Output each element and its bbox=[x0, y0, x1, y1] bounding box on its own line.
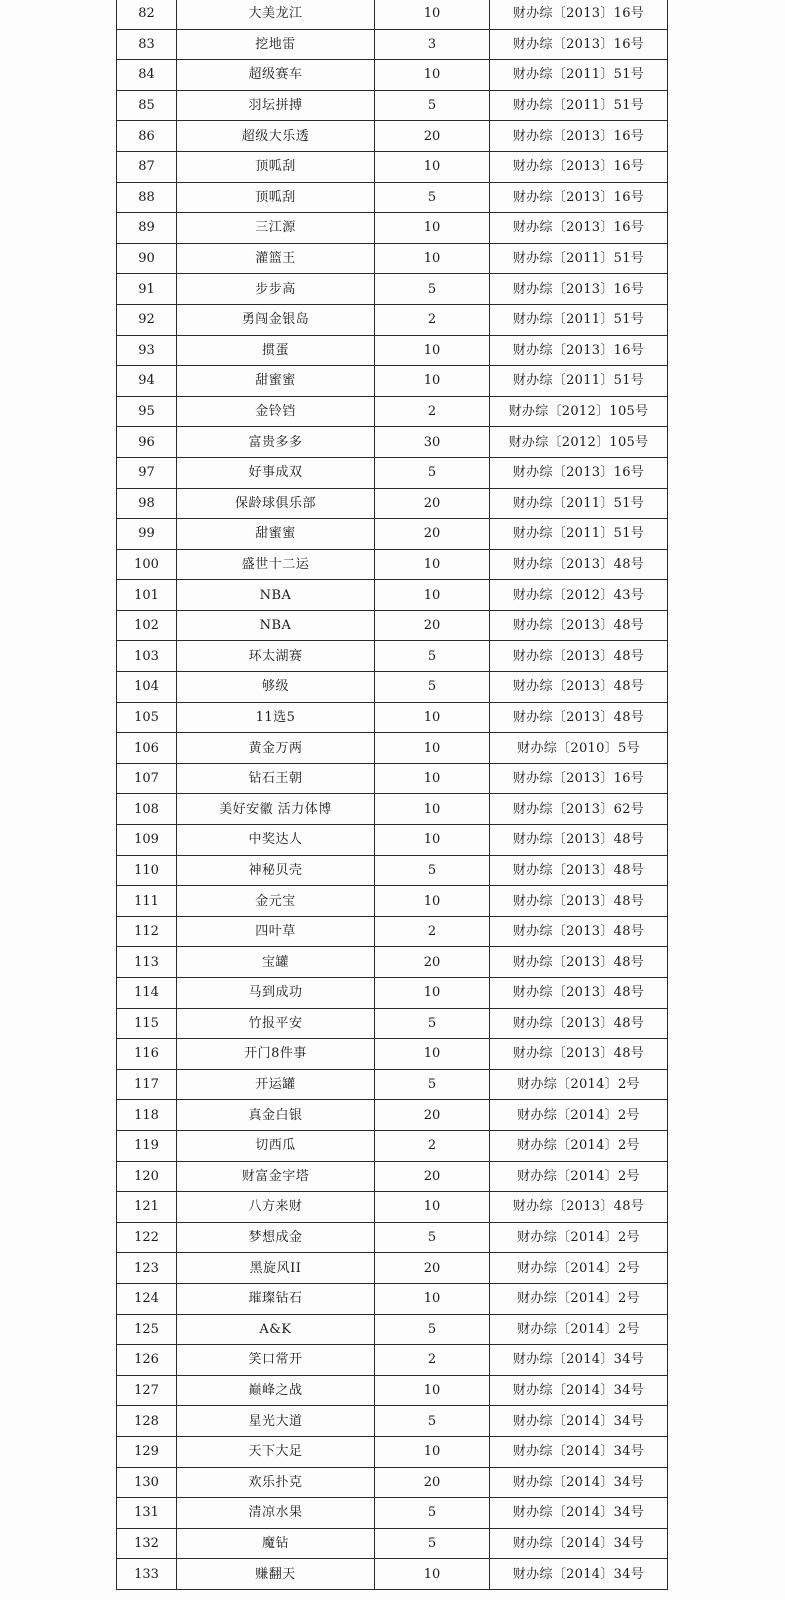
row-number-cell: 123 bbox=[117, 1253, 177, 1284]
table-row bbox=[117, 1375, 668, 1406]
table-row bbox=[117, 427, 668, 458]
approval-document-cell: 财办综〔2013〕16号 bbox=[490, 0, 668, 29]
ticket-price-cell: 10 bbox=[375, 60, 490, 91]
game-name-cell: 美好安徽 活力体博 bbox=[177, 794, 375, 825]
approval-document-cell: 财办综〔2013〕48号 bbox=[490, 978, 668, 1009]
approval-document-cell: 财办综〔2011〕51号 bbox=[490, 488, 668, 519]
table-row bbox=[117, 335, 668, 366]
game-name-cell: 羽坛拼搏 bbox=[177, 90, 375, 121]
table-row bbox=[117, 274, 668, 305]
row-number-cell: 126 bbox=[117, 1345, 177, 1376]
row-number-cell: 120 bbox=[117, 1161, 177, 1192]
game-name-cell: 顶呱刮 bbox=[177, 151, 375, 182]
approval-document-cell: 财办综〔2013〕48号 bbox=[490, 886, 668, 917]
game-name-cell: 中奖达人 bbox=[177, 825, 375, 856]
approval-document-cell: 财办综〔2013〕48号 bbox=[490, 1192, 668, 1223]
game-name-cell: 黑旋风II bbox=[177, 1253, 375, 1284]
game-name-cell: 挖地雷 bbox=[177, 29, 375, 60]
ticket-price-cell: 20 bbox=[375, 519, 490, 550]
approval-document-cell: 财办综〔2014〕34号 bbox=[490, 1406, 668, 1437]
row-number-cell: 103 bbox=[117, 641, 177, 672]
game-name-cell: 超级大乐透 bbox=[177, 121, 375, 152]
game-name-cell: 甜蜜蜜 bbox=[177, 519, 375, 550]
ticket-price-cell: 5 bbox=[375, 457, 490, 488]
game-name-cell: 笑口常开 bbox=[177, 1345, 375, 1376]
table-row bbox=[117, 60, 668, 91]
row-number-cell: 102 bbox=[117, 610, 177, 641]
approval-document-cell: 财办综〔2014〕2号 bbox=[490, 1253, 668, 1284]
row-number-cell: 114 bbox=[117, 978, 177, 1009]
table-row bbox=[117, 151, 668, 182]
table-row bbox=[117, 396, 668, 427]
approval-document-cell: 财办综〔2014〕34号 bbox=[490, 1467, 668, 1498]
approval-document-cell: 财办综〔2013〕16号 bbox=[490, 29, 668, 60]
ticket-price-cell: 5 bbox=[375, 1528, 490, 1559]
ticket-price-cell: 10 bbox=[375, 978, 490, 1009]
approval-document-cell: 财办综〔2012〕43号 bbox=[490, 580, 668, 611]
approval-document-cell: 财办综〔2013〕48号 bbox=[490, 916, 668, 947]
ticket-price-cell: 10 bbox=[375, 1436, 490, 1467]
row-number-cell: 83 bbox=[117, 29, 177, 60]
table-row bbox=[117, 1222, 668, 1253]
table-row bbox=[117, 488, 668, 519]
game-name-cell: 财富金字塔 bbox=[177, 1161, 375, 1192]
approval-document-cell: 财办综〔2013〕16号 bbox=[490, 121, 668, 152]
row-number-cell: 109 bbox=[117, 825, 177, 856]
table-row bbox=[117, 886, 668, 917]
game-name-cell: 开门8件事 bbox=[177, 1039, 375, 1070]
game-name-cell: 梦想成金 bbox=[177, 1222, 375, 1253]
ticket-price-cell: 10 bbox=[375, 794, 490, 825]
row-number-cell: 124 bbox=[117, 1283, 177, 1314]
row-number-cell: 130 bbox=[117, 1467, 177, 1498]
ticket-price-cell: 10 bbox=[375, 886, 490, 917]
row-number-cell: 85 bbox=[117, 90, 177, 121]
approval-document-cell: 财办综〔2013〕16号 bbox=[490, 763, 668, 794]
row-number-cell: 119 bbox=[117, 1130, 177, 1161]
row-number-cell: 98 bbox=[117, 488, 177, 519]
game-name-cell: 富贵多多 bbox=[177, 427, 375, 458]
game-name-cell: 八方来财 bbox=[177, 1192, 375, 1223]
row-number-cell: 128 bbox=[117, 1406, 177, 1437]
row-number-cell: 122 bbox=[117, 1222, 177, 1253]
ticket-price-cell: 20 bbox=[375, 121, 490, 152]
table-row bbox=[117, 1283, 668, 1314]
game-name-cell: 马到成功 bbox=[177, 978, 375, 1009]
row-number-cell: 129 bbox=[117, 1436, 177, 1467]
ticket-price-cell: 10 bbox=[375, 1559, 490, 1590]
game-name-cell: 欢乐扑克 bbox=[177, 1467, 375, 1498]
game-name-cell: 步步高 bbox=[177, 274, 375, 305]
table-row bbox=[117, 90, 668, 121]
table-row bbox=[117, 855, 668, 886]
approval-document-cell: 财办综〔2011〕51号 bbox=[490, 90, 668, 121]
approval-document-cell: 财办综〔2010〕5号 bbox=[490, 733, 668, 764]
approval-document-cell: 财办综〔2013〕48号 bbox=[490, 610, 668, 641]
game-name-cell: 星光大道 bbox=[177, 1406, 375, 1437]
table-row bbox=[117, 580, 668, 611]
ticket-price-cell: 2 bbox=[375, 1345, 490, 1376]
row-number-cell: 116 bbox=[117, 1039, 177, 1070]
table-row bbox=[117, 1559, 668, 1590]
game-name-cell: 11选5 bbox=[177, 702, 375, 733]
row-number-cell: 95 bbox=[117, 396, 177, 427]
approval-document-cell: 财办综〔2012〕105号 bbox=[490, 396, 668, 427]
ticket-price-cell: 2 bbox=[375, 304, 490, 335]
table-row bbox=[117, 1192, 668, 1223]
row-number-cell: 91 bbox=[117, 274, 177, 305]
approval-document-cell: 财办综〔2013〕48号 bbox=[490, 1039, 668, 1070]
approval-document-cell: 财办综〔2014〕2号 bbox=[490, 1100, 668, 1131]
table-row bbox=[117, 1345, 668, 1376]
table-row bbox=[117, 1253, 668, 1284]
ticket-price-cell: 5 bbox=[375, 274, 490, 305]
ticket-price-cell: 5 bbox=[375, 672, 490, 703]
game-name-cell: 赚翻天 bbox=[177, 1559, 375, 1590]
table-row bbox=[117, 549, 668, 580]
row-number-cell: 118 bbox=[117, 1100, 177, 1131]
ticket-price-cell: 10 bbox=[375, 243, 490, 274]
approval-document-cell: 财办综〔2014〕2号 bbox=[490, 1069, 668, 1100]
game-name-cell: 掼蛋 bbox=[177, 335, 375, 366]
ticket-price-cell: 20 bbox=[375, 1467, 490, 1498]
ticket-price-cell: 5 bbox=[375, 1008, 490, 1039]
ticket-price-cell: 5 bbox=[375, 1069, 490, 1100]
table-row bbox=[117, 1008, 668, 1039]
table-row bbox=[117, 794, 668, 825]
table-row bbox=[117, 947, 668, 978]
ticket-price-cell: 10 bbox=[375, 733, 490, 764]
row-number-cell: 92 bbox=[117, 304, 177, 335]
row-number-cell: 108 bbox=[117, 794, 177, 825]
game-name-cell: 甜蜜蜜 bbox=[177, 366, 375, 397]
ticket-price-cell: 5 bbox=[375, 1406, 490, 1437]
ticket-price-cell: 5 bbox=[375, 90, 490, 121]
row-number-cell: 115 bbox=[117, 1008, 177, 1039]
approval-document-cell: 财办综〔2013〕48号 bbox=[490, 702, 668, 733]
game-name-cell: 神秘贝壳 bbox=[177, 855, 375, 886]
approval-document-cell: 财办综〔2011〕51号 bbox=[490, 366, 668, 397]
game-name-cell: 金铃铛 bbox=[177, 396, 375, 427]
table-row bbox=[117, 978, 668, 1009]
row-number-cell: 97 bbox=[117, 457, 177, 488]
ticket-price-cell: 5 bbox=[375, 641, 490, 672]
table-row bbox=[117, 1039, 668, 1070]
approval-document-cell: 财办综〔2013〕48号 bbox=[490, 855, 668, 886]
game-name-cell: 清凉水果 bbox=[177, 1498, 375, 1529]
ticket-price-cell: 2 bbox=[375, 1130, 490, 1161]
row-number-cell: 111 bbox=[117, 886, 177, 917]
game-name-cell: 三江源 bbox=[177, 213, 375, 244]
table-row bbox=[117, 702, 668, 733]
approval-document-cell: 财办综〔2013〕48号 bbox=[490, 947, 668, 978]
ticket-price-cell: 5 bbox=[375, 1498, 490, 1529]
ticket-price-cell: 5 bbox=[375, 855, 490, 886]
approval-document-cell: 财办综〔2013〕48号 bbox=[490, 825, 668, 856]
game-name-cell: 开运罐 bbox=[177, 1069, 375, 1100]
table-body bbox=[117, 0, 668, 1589]
approval-document-cell: 财办综〔2014〕34号 bbox=[490, 1345, 668, 1376]
ticket-price-cell: 10 bbox=[375, 366, 490, 397]
game-name-cell: 钻石王朝 bbox=[177, 763, 375, 794]
table-row bbox=[117, 1100, 668, 1131]
row-number-cell: 100 bbox=[117, 549, 177, 580]
approval-document-cell: 财办综〔2014〕2号 bbox=[490, 1222, 668, 1253]
ticket-price-cell: 10 bbox=[375, 549, 490, 580]
approval-document-cell: 财办综〔2013〕48号 bbox=[490, 549, 668, 580]
ticket-price-cell: 10 bbox=[375, 1192, 490, 1223]
game-name-cell: 盛世十二运 bbox=[177, 549, 375, 580]
ticket-price-cell: 10 bbox=[375, 151, 490, 182]
game-name-cell: A&K bbox=[177, 1314, 375, 1345]
table-row bbox=[117, 733, 668, 764]
approval-document-cell: 财办综〔2013〕16号 bbox=[490, 151, 668, 182]
ticket-price-cell: 10 bbox=[375, 580, 490, 611]
table-row bbox=[117, 304, 668, 335]
game-name-cell: NBA bbox=[177, 580, 375, 611]
approval-document-cell: 财办综〔2014〕2号 bbox=[490, 1314, 668, 1345]
approval-document-cell: 财办综〔2013〕48号 bbox=[490, 641, 668, 672]
table-row bbox=[117, 1467, 668, 1498]
ticket-price-cell: 3 bbox=[375, 29, 490, 60]
ticket-price-cell: 10 bbox=[375, 1039, 490, 1070]
table-row bbox=[117, 1130, 668, 1161]
row-number-cell: 117 bbox=[117, 1069, 177, 1100]
row-number-cell: 121 bbox=[117, 1192, 177, 1223]
game-name-cell: 好事成双 bbox=[177, 457, 375, 488]
ticket-price-cell: 20 bbox=[375, 488, 490, 519]
approval-document-cell: 财办综〔2013〕48号 bbox=[490, 1008, 668, 1039]
row-number-cell: 90 bbox=[117, 243, 177, 274]
game-name-cell: 巅峰之战 bbox=[177, 1375, 375, 1406]
row-number-cell: 106 bbox=[117, 733, 177, 764]
game-name-cell: NBA bbox=[177, 610, 375, 641]
table-row bbox=[117, 519, 668, 550]
row-number-cell: 96 bbox=[117, 427, 177, 458]
game-name-cell: 环太湖赛 bbox=[177, 641, 375, 672]
ticket-price-cell: 30 bbox=[375, 427, 490, 458]
table-row bbox=[117, 916, 668, 947]
ticket-price-cell: 20 bbox=[375, 1100, 490, 1131]
ticket-price-cell: 20 bbox=[375, 610, 490, 641]
approval-document-cell: 财办综〔2013〕16号 bbox=[490, 182, 668, 213]
approval-document-cell: 财办综〔2014〕2号 bbox=[490, 1283, 668, 1314]
row-number-cell: 127 bbox=[117, 1375, 177, 1406]
game-name-cell: 宝罐 bbox=[177, 947, 375, 978]
approval-document-cell: 财办综〔2014〕2号 bbox=[490, 1161, 668, 1192]
approval-document-cell: 财办综〔2012〕105号 bbox=[490, 427, 668, 458]
table-row bbox=[117, 366, 668, 397]
approval-document-cell: 财办综〔2013〕16号 bbox=[490, 213, 668, 244]
row-number-cell: 101 bbox=[117, 580, 177, 611]
row-number-cell: 93 bbox=[117, 335, 177, 366]
row-number-cell: 94 bbox=[117, 366, 177, 397]
table-row bbox=[117, 213, 668, 244]
game-name-cell: 灌篮王 bbox=[177, 243, 375, 274]
table-row bbox=[117, 672, 668, 703]
row-number-cell: 89 bbox=[117, 213, 177, 244]
table-row bbox=[117, 610, 668, 641]
game-name-cell: 勇闯金银岛 bbox=[177, 304, 375, 335]
table-row bbox=[117, 29, 668, 60]
game-name-cell: 金元宝 bbox=[177, 886, 375, 917]
game-name-cell: 天下大足 bbox=[177, 1436, 375, 1467]
approval-document-cell: 财办综〔2011〕51号 bbox=[490, 519, 668, 550]
approval-document-cell: 财办综〔2013〕16号 bbox=[490, 274, 668, 305]
game-name-cell: 四叶草 bbox=[177, 916, 375, 947]
row-number-cell: 132 bbox=[117, 1528, 177, 1559]
approval-document-cell: 财办综〔2014〕34号 bbox=[490, 1498, 668, 1529]
approval-document-cell: 财办综〔2014〕34号 bbox=[490, 1375, 668, 1406]
approval-document-cell: 财办综〔2014〕34号 bbox=[490, 1436, 668, 1467]
approval-document-cell: 财办综〔2014〕34号 bbox=[490, 1559, 668, 1590]
approval-document-cell: 财办综〔2013〕48号 bbox=[490, 672, 668, 703]
ticket-price-cell: 5 bbox=[375, 182, 490, 213]
row-number-cell: 82 bbox=[117, 0, 177, 29]
row-number-cell: 131 bbox=[117, 1498, 177, 1529]
row-number-cell: 86 bbox=[117, 121, 177, 152]
ticket-price-cell: 5 bbox=[375, 1314, 490, 1345]
ticket-price-cell: 20 bbox=[375, 947, 490, 978]
table-row bbox=[117, 121, 668, 152]
row-number-cell: 113 bbox=[117, 947, 177, 978]
table-row bbox=[117, 763, 668, 794]
table-row bbox=[117, 0, 668, 29]
game-name-cell: 真金白银 bbox=[177, 1100, 375, 1131]
table-row bbox=[117, 1069, 668, 1100]
ticket-price-cell: 10 bbox=[375, 763, 490, 794]
row-number-cell: 88 bbox=[117, 182, 177, 213]
row-number-cell: 110 bbox=[117, 855, 177, 886]
table-row bbox=[117, 1161, 668, 1192]
ticket-price-cell: 2 bbox=[375, 396, 490, 427]
row-number-cell: 104 bbox=[117, 672, 177, 703]
row-number-cell: 107 bbox=[117, 763, 177, 794]
table-row bbox=[117, 243, 668, 274]
row-number-cell: 87 bbox=[117, 151, 177, 182]
game-name-cell: 璀璨钻石 bbox=[177, 1283, 375, 1314]
game-name-cell: 顶呱刮 bbox=[177, 182, 375, 213]
ticket-price-cell: 5 bbox=[375, 1222, 490, 1253]
approval-document-cell: 财办综〔2013〕62号 bbox=[490, 794, 668, 825]
table-row bbox=[117, 1436, 668, 1467]
ticket-price-cell: 10 bbox=[375, 213, 490, 244]
ticket-price-cell: 10 bbox=[375, 0, 490, 29]
ticket-price-cell: 2 bbox=[375, 916, 490, 947]
approval-document-cell: 财办综〔2011〕51号 bbox=[490, 304, 668, 335]
game-name-cell: 魔钻 bbox=[177, 1528, 375, 1559]
table-row bbox=[117, 1498, 668, 1529]
table-row bbox=[117, 1406, 668, 1437]
approval-document-cell: 财办综〔2011〕51号 bbox=[490, 60, 668, 91]
table-row bbox=[117, 182, 668, 213]
table-row bbox=[117, 1528, 668, 1559]
row-number-cell: 125 bbox=[117, 1314, 177, 1345]
row-number-cell: 133 bbox=[117, 1559, 177, 1590]
approval-document-cell: 财办综〔2014〕34号 bbox=[490, 1528, 668, 1559]
row-number-cell: 112 bbox=[117, 916, 177, 947]
table-row bbox=[117, 1314, 668, 1345]
approval-document-cell: 财办综〔2013〕16号 bbox=[490, 457, 668, 488]
approval-document-cell: 财办综〔2014〕2号 bbox=[490, 1130, 668, 1161]
ticket-price-cell: 20 bbox=[375, 1161, 490, 1192]
ticket-price-cell: 10 bbox=[375, 1283, 490, 1314]
table-row bbox=[117, 825, 668, 856]
approval-document-cell: 财办综〔2013〕16号 bbox=[490, 335, 668, 366]
ticket-price-cell: 10 bbox=[375, 1375, 490, 1406]
ticket-price-cell: 10 bbox=[375, 335, 490, 366]
game-name-cell: 超级赛车 bbox=[177, 60, 375, 91]
game-name-cell: 切西瓜 bbox=[177, 1130, 375, 1161]
game-name-cell: 保龄球俱乐部 bbox=[177, 488, 375, 519]
row-number-cell: 105 bbox=[117, 702, 177, 733]
approval-document-cell: 财办综〔2011〕51号 bbox=[490, 243, 668, 274]
ticket-price-cell: 10 bbox=[375, 825, 490, 856]
lottery-ticket-table bbox=[116, 0, 668, 1590]
game-name-cell: 黄金万两 bbox=[177, 733, 375, 764]
ticket-price-cell: 10 bbox=[375, 702, 490, 733]
row-number-cell: 84 bbox=[117, 60, 177, 91]
game-name-cell: 够级 bbox=[177, 672, 375, 703]
ticket-price-cell: 20 bbox=[375, 1253, 490, 1284]
game-name-cell: 竹报平安 bbox=[177, 1008, 375, 1039]
table-row bbox=[117, 457, 668, 488]
game-name-cell: 大美龙江 bbox=[177, 0, 375, 29]
table-row bbox=[117, 641, 668, 672]
row-number-cell: 99 bbox=[117, 519, 177, 550]
